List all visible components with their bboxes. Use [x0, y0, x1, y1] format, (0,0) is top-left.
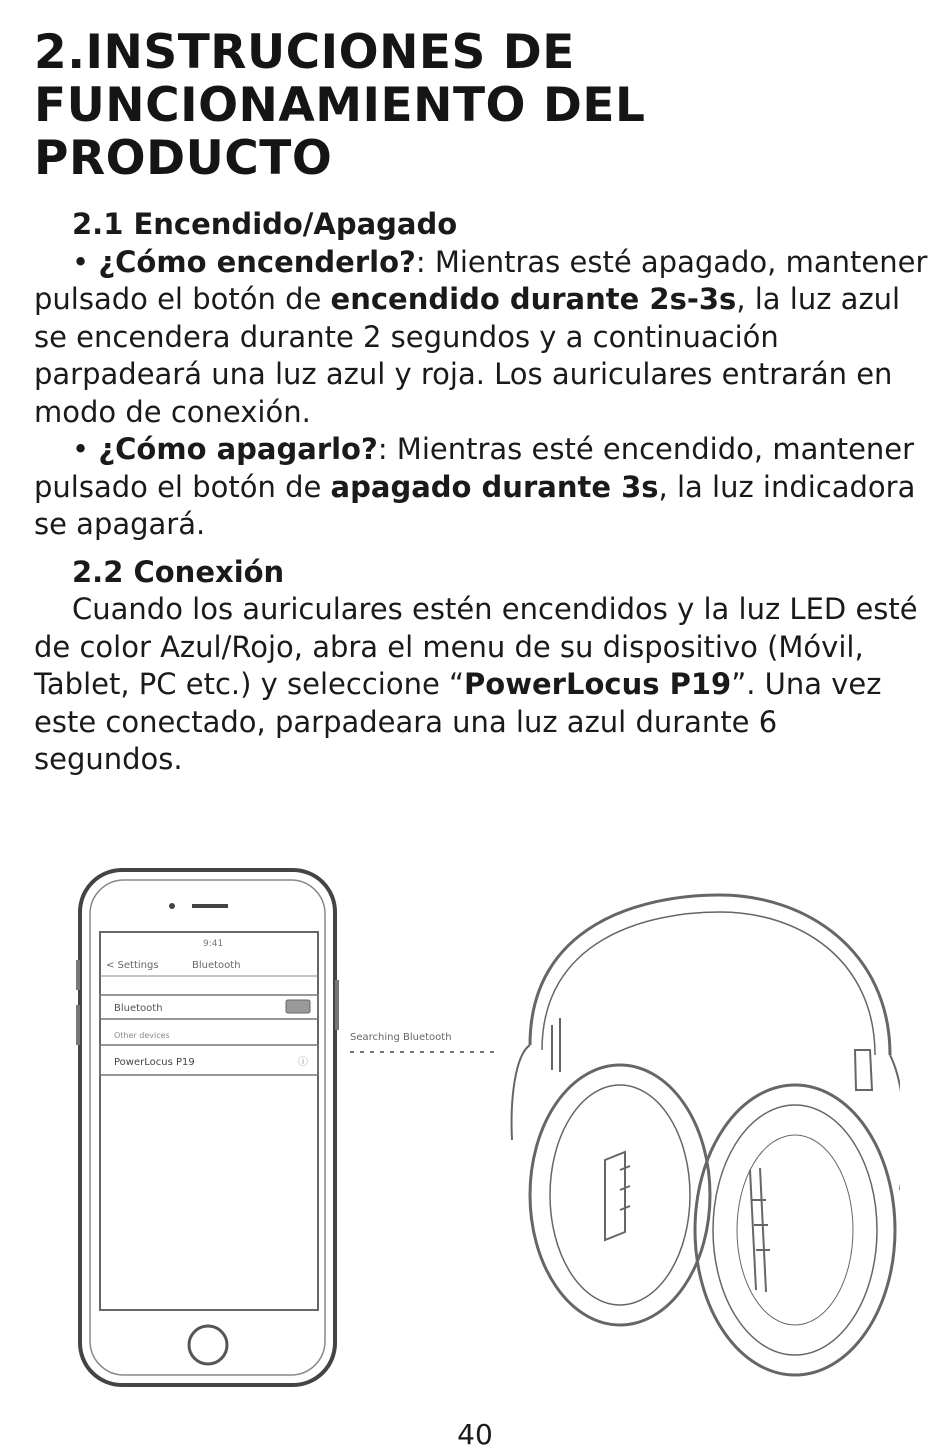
page-title: 2.INSTRUCIONES DE FUNCIONAMIENTO DEL PRODUCTO [34, 25, 646, 186]
connection-text-b: ”. Una vez este conectado, parpadeara una luz azul durante 6 segundos. [34, 667, 882, 776]
power-off-bullet: • [72, 432, 99, 466]
power-off-text-a: : Mientras esté encendido, mantener pulsado el botón de [34, 432, 915, 504]
section-1-heading: 2.1 Encendido/Apagado [72, 207, 458, 241]
phone-section-label: Other devices [114, 1031, 170, 1040]
power-on-paragraph [34, 244, 934, 432]
instructions-body [34, 206, 934, 779]
power-on-text-b: , la luz azul se encendera durante 2 segundos y a continuación parpadeará una luz azul y roja. Los auriculares entrarán en modo de conexión. [34, 282, 901, 429]
page-number: 40 [457, 1418, 493, 1451]
phone-device-row: PowerLocus P19 [114, 1057, 195, 1068]
power-off-question: ¿Cómo apagarlo? [98, 432, 378, 466]
power-off-paragraph [34, 431, 934, 544]
phone-back-link: < Settings [106, 960, 159, 971]
power-off-bold: apagado durante 3s [330, 469, 659, 504]
pairing-link [350, 1032, 500, 1052]
section-2-heading: 2.2 Conexión [72, 554, 285, 589]
pairing-label: Searching Bluetooth [350, 1032, 452, 1043]
headphones-illustration [512, 895, 900, 1375]
phone-status-time: 9:41 [203, 939, 224, 949]
power-on-bullet: • [72, 244, 99, 279]
power-on-text-a: : Mientras esté apagado, mantener pulsado el botón de [34, 244, 928, 316]
connection-paragraph [34, 591, 934, 779]
phone-row-bluetooth: Bluetooth [114, 1003, 163, 1014]
phone-illustration [76, 870, 339, 1385]
connection-device-name: PowerLocus P19 [464, 667, 732, 701]
connection-text-a: Cuando los auriculares estén encendidos y la luz LED esté de color Azul/Rojo, abra el menu de su dispositivo (Móvil, Tablet, PC etc.) y seleccione “ [34, 592, 918, 701]
power-off-text-b: , la luz indicadora se apagará. [34, 469, 916, 541]
power-on-question: ¿Cómo encenderlo? [98, 244, 416, 279]
pairing-illustration [60, 840, 900, 1400]
phone-header-title: Bluetooth [192, 960, 241, 971]
power-on-bold: encendido durante 2s-3s [330, 282, 737, 316]
svg-text:ⓘ: ⓘ [298, 1057, 308, 1068]
